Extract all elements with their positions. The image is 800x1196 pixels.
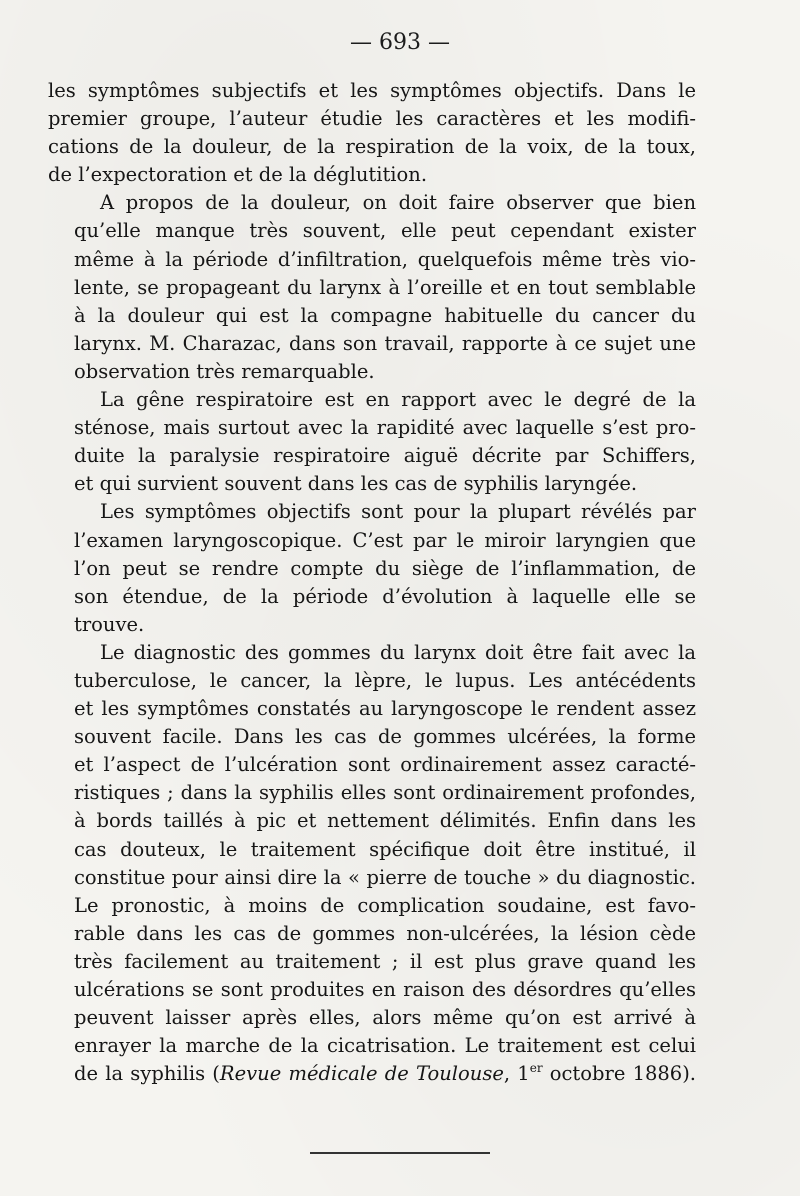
text-line: constitue pour ainsi dire la « pierre de touche » du diagnostic. xyxy=(74,865,696,889)
text-line: cas douteux, le traitement spécifique doit être institué, il xyxy=(74,837,696,861)
text-line: duite la paralysie respiratoire aiguë décrite par Schiffers, xyxy=(74,444,696,468)
text-line: rable dans les cas de gommes non-ulcérées, la lésion cède xyxy=(74,921,696,945)
text-line: trouve. xyxy=(74,612,145,636)
body-text xyxy=(48,77,696,1088)
text-line: peuvent laisser après elles, alors même qu’on est arrivé à xyxy=(74,1006,696,1030)
paragraph-3 xyxy=(48,386,696,498)
paragraph-1 xyxy=(48,77,696,189)
paragraph-5 xyxy=(48,639,696,1089)
text-line: l’examen laryngoscopique. C’est par le miroir laryngien que xyxy=(74,528,696,552)
citation-day: 1 xyxy=(517,1062,530,1086)
citation-day-suffix: er xyxy=(529,1061,543,1076)
citation-prefix: de la syphilis ( xyxy=(74,1062,220,1086)
text-line: cations de la douleur, de la respiration de la voix, de la toux, xyxy=(48,135,696,159)
text-line: sténose, mais surtout avec la rapidité avec laquelle s’est pro- xyxy=(74,416,696,440)
text-line: Le diagnostic des gommes du larynx doit être fait avec la xyxy=(100,640,696,664)
text-line: larynx. M. Charazac, dans son travail, rapporte à ce sujet une xyxy=(74,331,696,355)
text-line: les symptômes subjectifs et les symptômes objectifs. Dans le xyxy=(48,79,696,102)
text-line: son étendue, de la période d’évolution à laquelle elle se xyxy=(74,584,696,608)
text-line: même à la période d’infiltration, quelquefois même très vio- xyxy=(74,247,696,271)
text-line: ristiques ; dans la syphilis elles sont ordinairement profondes, xyxy=(74,781,696,805)
citation-line xyxy=(48,1060,696,1088)
text-line: qu’elle manque très souvent, elle peut cependant exister xyxy=(74,219,696,243)
journal-title: Revue médicale de Toulouse xyxy=(219,1062,504,1086)
page-number: — 693 — xyxy=(350,30,450,55)
text-line: et l’aspect de l’ulcération sont ordinairement assez caracté- xyxy=(74,753,696,777)
text-line: très facilement au traitement ; il est plus grave quand les xyxy=(74,949,696,973)
paragraph-2 xyxy=(48,189,696,386)
citation-date: octobre 1886). xyxy=(542,1062,697,1086)
paragraph-4 xyxy=(48,498,696,638)
text-line: et les symptômes constatés au laryngoscope le rendent assez xyxy=(74,697,696,721)
text-line: à bords taillés à pic et nettement délimités. Enfin dans les xyxy=(74,809,696,833)
text-line: premier groupe, l’auteur étudie les caractères et les modifi- xyxy=(48,107,696,131)
text-line: La gêne respiratoire est en rapport avec le degré de la xyxy=(100,388,696,412)
text-line: souvent facile. Dans les cas de gommes ulcérées, la forme xyxy=(74,725,696,749)
text-line: Le pronostic, à moins de complication soudaine, est favo- xyxy=(74,893,696,917)
text-line: enrayer la marche de la cicatrisation. Le traitement est celui xyxy=(74,1034,696,1058)
text-line: lente, se propageant du larynx à l’oreille et en tout semblable xyxy=(74,275,696,299)
text-line: Les symptômes objectifs sont pour la plupart révélés par xyxy=(100,500,696,524)
text-line: à la douleur qui est la compagne habituelle du cancer du xyxy=(74,303,696,327)
text-line: et qui survient souvent dans les cas de syphilis laryngée. xyxy=(74,472,638,496)
text-line: ulcérations se sont produites en raison des désordres qu’elles xyxy=(74,978,696,1001)
text-line: observation très remarquable. xyxy=(74,359,375,383)
text-line: l’on peut se rendre compte du siège de l’inflammation, de xyxy=(74,556,696,580)
section-divider xyxy=(310,1152,490,1154)
text-line: A propos de la douleur, on doit faire observer que bien xyxy=(100,191,696,215)
citation-separator: , xyxy=(503,1062,518,1086)
text-line: de l’expectoration et de la déglutition. xyxy=(48,163,428,187)
text-line: tuberculose, le cancer, la lèpre, le lupus. Les antécédents xyxy=(74,668,696,692)
